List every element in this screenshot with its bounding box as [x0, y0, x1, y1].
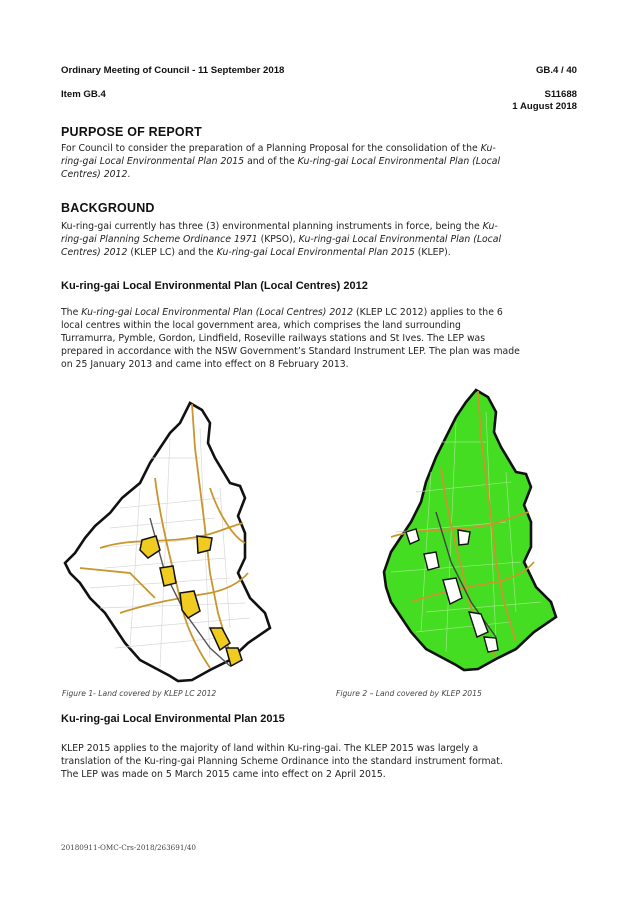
figure1-caption: Figure 1- Land covered by KLEP LC 2012: [62, 689, 217, 698]
purpose-paragraph: For Council to consider the preparation of a Planning Proposal for the consolidation of the Ku- ring-gai Local Environmental Plan 2015 and of the Ku-ring-gai Local Environmental Plan (Local Centres) 2012.: [61, 143, 501, 180]
lc2012-heading: Ku-ring-gai Local Environmental Plan (Local Centres) 2012: [61, 280, 368, 292]
purpose-heading: PURPOSE OF REPORT: [61, 125, 202, 139]
file-number: S11688: [544, 89, 577, 100]
background-paragraph: Ku-ring-gai currently has three (3) environmental planning instruments in force, being the Ku- ring-gai Planning Scheme Ordinance 1971 (KPSO), Ku-ring-gai Local Environmental Plan (Local Centres) 2012 (KLEP LC) and the Ku-ring-gai Local Environmental Plan 2015 (KLEP).: [61, 221, 502, 258]
figure1-map: [60, 398, 275, 688]
meeting-title: Ordinary Meeting of Council - 11 September 2018: [61, 65, 285, 76]
report-date: 1 August 2018: [512, 101, 577, 112]
page-reference: GB.4 / 40: [535, 65, 577, 76]
figure2-caption: Figure 2 – Land covered by KLEP 2015: [336, 689, 482, 698]
item-number: Item GB.4: [61, 89, 106, 100]
lc2012-paragraph: The Ku-ring-gai Local Environmental Plan (Local Centres) 2012 (KLEP LC 2012) applies to the 6 local centres within the local government area, which comprises the land surrounding Turramurra, Pymble, Gordon, Lindfield, Roseville railways stations and St Ives. The LEP was prepared in accordance with the NSW Government’s Standard Instrument LEP. The plan was made on 25 January 2013 and came into effect on 8 February 2013.: [61, 307, 520, 370]
lep2015-paragraph: KLEP 2015 applies to the majority of land within Ku-ring-gai. The KLEP 2015 was largely a translation of the Ku-ring-gai Planning Scheme Ordinance into the standard instrument format. The LEP was made on 5 March 2015 came into effect on 2 April 2015.: [61, 743, 503, 780]
document-id: 20180911-OMC-Crs-2018/263691/40: [61, 843, 196, 852]
figure2-map: [366, 382, 581, 672]
background-heading: BACKGROUND: [61, 201, 155, 215]
figure2-boundary: [384, 390, 556, 670]
lep2015-heading: Ku-ring-gai Local Environmental Plan 2015: [61, 713, 285, 725]
